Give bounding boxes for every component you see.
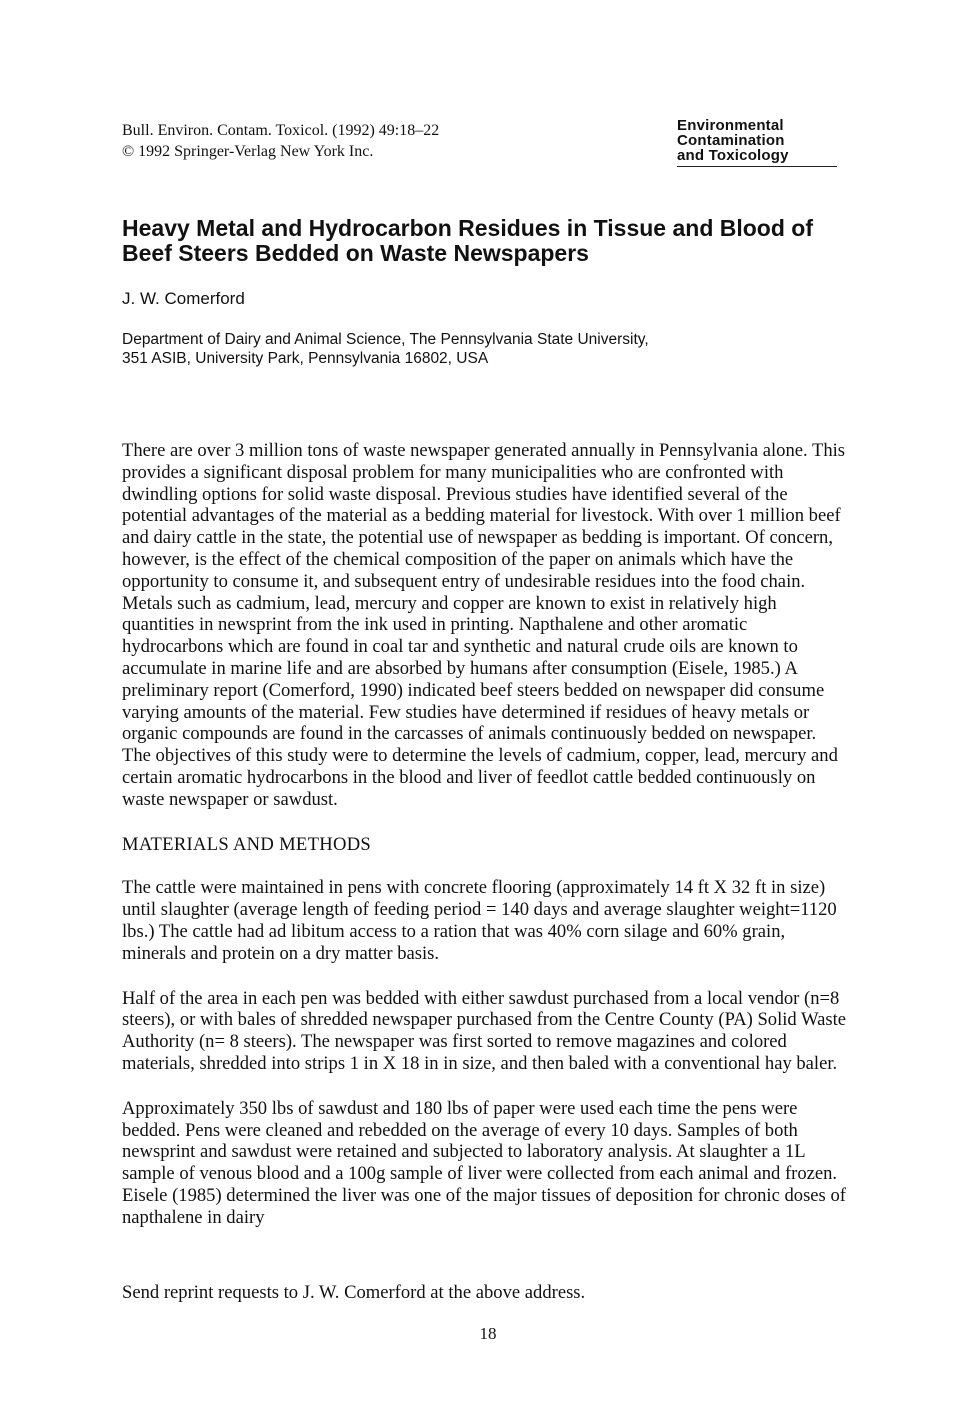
- citation-line: Bull. Environ. Contam. Toxicol. (1992) 49:18–22: [122, 122, 440, 139]
- citation-block: [122, 120, 439, 162]
- article-body: [122, 440, 848, 1252]
- author-name: J. W. Comerford: [122, 289, 245, 308]
- methods-paragraph: Half of the area in each pen was bedded with either sawdust purchased from a local vendor (n=8 steers), or with bales of shredded newspaper purchased from the Centre County (PA) Solid Waste Authority (n= 8 steers). The newspaper was first sorted to remove magazines and colored materials, shredded into strips 1 in X 18 in in size, and then baled with a conventional hay baler.: [122, 987, 847, 1074]
- section-heading: MATERIALS AND METHODS: [122, 833, 372, 855]
- page-number: 18: [479, 1324, 497, 1343]
- methods-paragraph: Approximately 350 lbs of sawdust and 180 lbs of paper were used each time the pens were bedded. Pens were cleaned and rebedded on the average of every 10 days. Samples of both newsprint and sawdust were retained and subjected to laboratory analysis. At slaughter a 1L sample of venous blood and a 100g sample of liver were collected from each animal and frozen. Eisele (1985) determined the liver was one of the major tissues of deposition for chronic doses of napthalene in dairy: [122, 1097, 846, 1228]
- copyright-line: © 1992 Springer-Verlag New York Inc.: [122, 143, 374, 160]
- journal-logo-line: Contamination: [677, 132, 785, 149]
- methods-paragraph: The cattle were maintained in pens with concrete flooring (approximately 14 ft X 32 ft in size) until slaughter (average length of feeding period = 140 days and average slaughter weight=1120 lbs.) The cattle had ad libitum access to a ration that was 40% corn silage and 60% grain, minerals and protein on a dry matter basis.: [122, 877, 837, 964]
- affiliation-line: 351 ASIB, University Park, Pennsylvania 16802, USA: [122, 350, 489, 367]
- reprint-footnote: Send reprint requests to J. W. Comerford at the above address.: [122, 1282, 586, 1303]
- journal-logo-line: and Toxicology: [677, 147, 789, 164]
- journal-logo-line: Environmental: [677, 117, 784, 134]
- article-title: Heavy Metal and Hydrocarbon Residues in Tissue and Blood of Beef Steers Bedded on Waste Newspapers: [122, 215, 813, 266]
- intro-paragraph: There are over 3 million tons of waste newspaper generated annually in Pennsylvania alone. This provides a significant disposal problem for many municipalities who are confronted with dwindling options for solid waste disposal. Previous studies have identified several of the potential advantages of the material as a bedding material for livestock. With over 1 million beef and dairy cattle in the state, the potential use of newspaper as bedding is important. Of concern, however, is the effect of the chemical composition of the paper on animals which have the opportunity to consume it, and subsequent entry of undesirable residues into the food chain. Metals such as cadmium, lead, mercury and copper are known to exist in relatively high quantities in newsprint from the ink used in printing. Napthalene and other aromatic hydrocarbons which are found in coal tar and synthetic and natural crude oils are known to accumulate in marine life and are absorbed by humans after consumption (Eisele, 1985.) A preliminary report (Comerford, 1990) indicated beef steers bedded on newspaper did consume varying amounts of the material. Few studies have determined if residues of heavy metals or organic compounds are found in the carcasses of animals continuously bedded on newspaper. The objectives of this study were to determine the levels of cadmium, copper, lead, mercury and certain aromatic hydrocarbons in the blood and liver of feedlot cattle bedded continuously on waste newspaper or sawdust.: [122, 440, 846, 810]
- affiliation-line: Department of Dairy and Animal Science, The Pennsylvania State University,: [122, 331, 649, 348]
- journal-logo: [677, 118, 837, 167]
- author-affiliation: [122, 330, 842, 368]
